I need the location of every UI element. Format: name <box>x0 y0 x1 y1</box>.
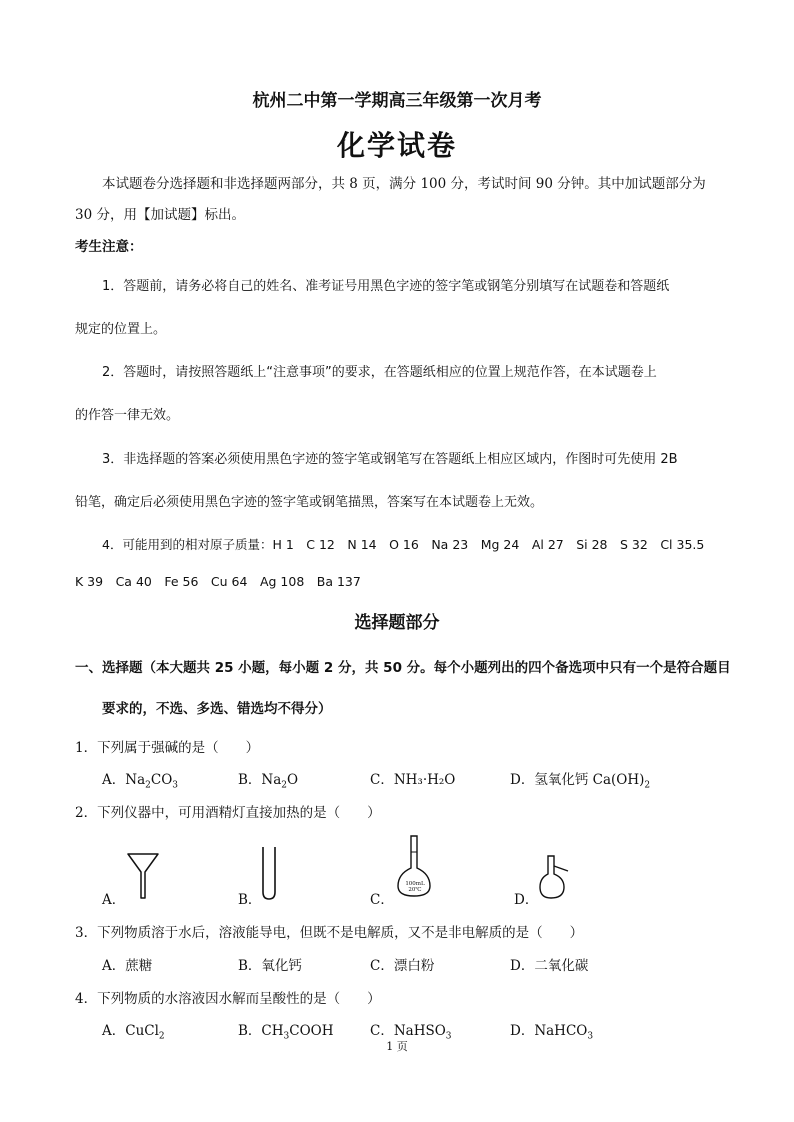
distillation-flask-icon <box>538 854 570 900</box>
question-2-option-c-label: C． <box>370 892 394 908</box>
question-4-option-b: B．$CH_3COOH$ <box>238 1023 334 1042</box>
note-3-line-1: 3．非选择题的答案必须使用黑色字迹的签字笔或钢笔写在答题纸上相应区域内，作图时可先使用 2B <box>102 452 678 467</box>
question-3-option-a: A．蔗糖 <box>102 958 153 974</box>
page-number: 1 页 <box>386 1040 408 1053</box>
question-3-option-d: D．二氧化碳 <box>510 958 589 974</box>
section-title: 选择题部分 <box>354 613 440 633</box>
note-2-line-2: 的作答一律无效。 <box>75 408 180 423</box>
funnel-icon <box>126 852 160 900</box>
note-1-line-1: 1．答题前，请务必将自己的姓名、准考证号用黑色字迹的签字笔或钢笔分别填写在试题卷和答题纸 <box>102 279 670 294</box>
question-2-option-a-label: A． <box>102 892 126 908</box>
test-tube-icon <box>260 846 278 900</box>
question-3-option-b: B．氧化钙 <box>238 958 302 974</box>
note-3-line-2: 铅笔，确定后必须使用黑色字迹的签字笔或钢笔描黑，答案写在本试题卷上无效。 <box>75 495 544 510</box>
exam-school-title: 杭州二中第一学期高三年级第一次月考 <box>252 91 542 111</box>
note-4-line-1: 4．可能用到的相对原子质量：H 1 C 12 N 14 O 16 Na 23 Mg 24 Al 27 Si 28 S 32 Cl 35.5 <box>102 537 705 552</box>
question-2-stem: 2．下列仪器中，可用酒精灯直接加热的是（ ） <box>75 805 381 821</box>
question-1-option-a: A．$Na_2CO_3$ <box>102 772 178 791</box>
question-2-option-d-label: D． <box>514 892 539 908</box>
intro-line-2: 30 分，用【加试题】标出。 <box>75 207 245 223</box>
question-4-option-c: C．NaHSO$_3$ <box>370 1023 452 1042</box>
question-4-stem: 4．下列物质的水溶液因水解而呈酸性的是（ ） <box>75 991 381 1007</box>
question-4-option-a: A．CuCl$_2$ <box>102 1023 165 1042</box>
notes-heading: 考生注意： <box>75 239 143 255</box>
volumetric-flask-label: 100mL 20℃ <box>405 881 425 893</box>
note-1-line-2: 规定的位置上。 <box>75 322 167 337</box>
question-1-option-d: D．氢氧化钙 $Ca(OH)_2$ <box>510 772 651 791</box>
exam-subject-title: 化学试卷 <box>336 129 457 162</box>
intro-line-1: 本试题卷分选择题和非选择题两部分，共 8 页，满分 100 分，考试时间 90 分钟。其中加试题部分为 <box>102 176 706 192</box>
question-3-option-c: C．漂白粉 <box>370 958 435 974</box>
question-2-option-b-label: B． <box>238 892 262 908</box>
note-4-line-2: K 39 Ca 40 Fe 56 Cu 64 Ag 108 Ba 137 <box>75 574 361 589</box>
part-one-line-1: 一、选择题（本大题共 25 小题，每小题 2 分，共 50 分。每个小题列出的四个备选项中只有一个是符合题目 <box>75 660 731 676</box>
question-4-option-d: D．NaHCO$_3$ <box>510 1023 594 1042</box>
question-1-option-c: C．NH₃·H₂O <box>370 772 456 788</box>
question-1-stem: 1．下列属于强碱的是（ ） <box>75 740 260 756</box>
question-1-option-b: B．$Na_2O$ <box>238 772 299 791</box>
note-2-line-1: 2．答题时，请按照答题纸上“注意事项”的要求，在答题纸相应的位置上规范作答，在本试题卷上 <box>102 365 657 380</box>
question-3-stem: 3．下列物质溶于水后，溶液能导电，但既不是电解质，又不是非电解质的是（ ） <box>75 925 584 941</box>
part-one-line-2: 要求的，不选、多选、错选均不得分） <box>102 701 332 717</box>
